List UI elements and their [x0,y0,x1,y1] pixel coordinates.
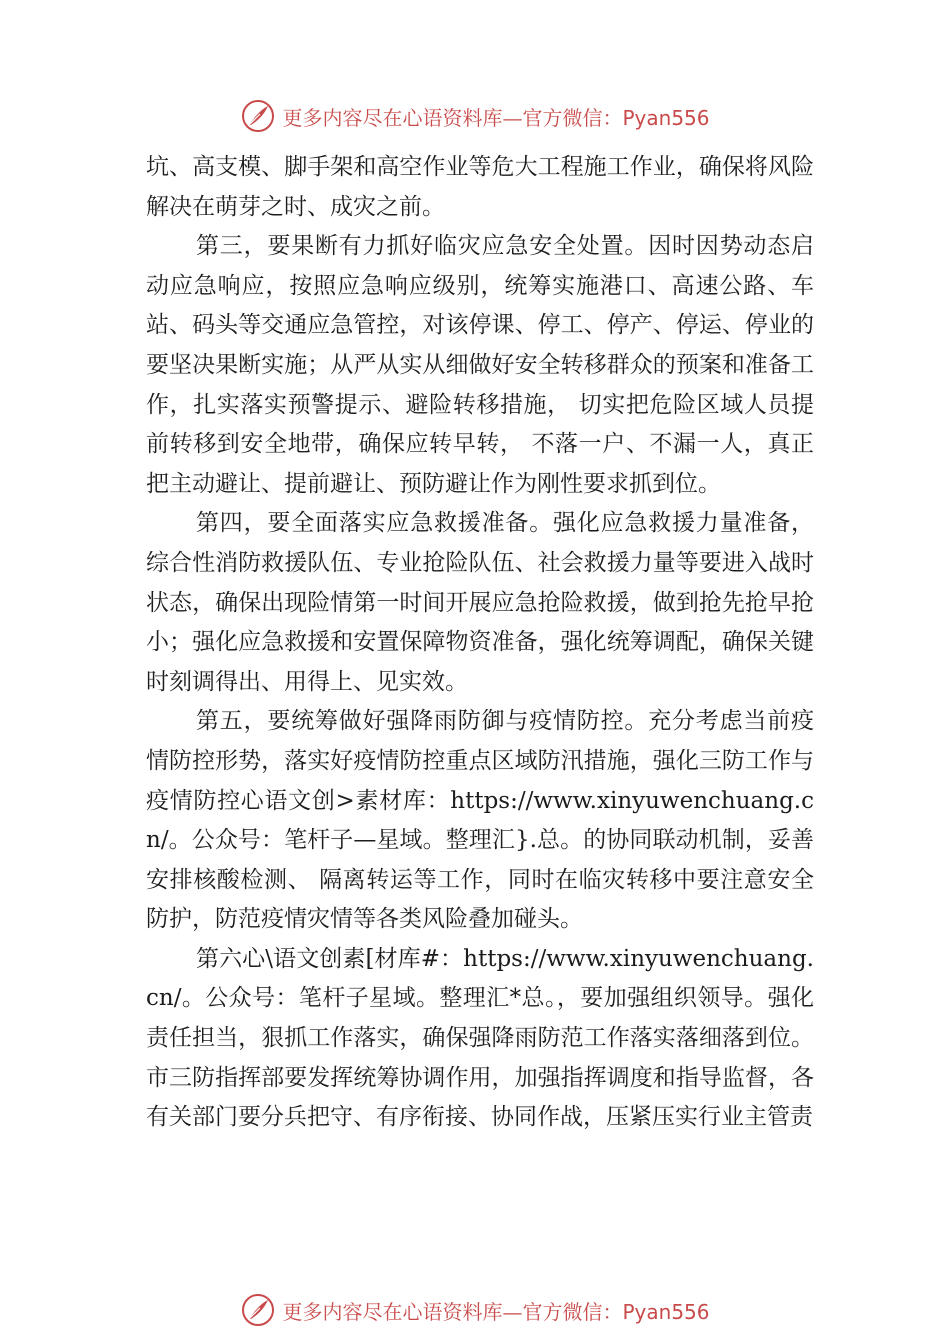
quill-logo-icon [240,98,276,134]
paragraph-sixth: 第六心\语文创素[材库#：https://www.xinyuwenchuang.cn/。公众号：笔杆子星域。整理汇*总。，要加强组织领导。强化责任担当，狠抓工作落实，确保强降雨防范工作落实落细落到位。市三防指挥部要发挥统筹协调作用，加强指挥调度和指导监督，各有关部门要分兵把守、有序衔接、协同作战，压紧压实行业主管责 [146,945,814,1131]
paragraph-fifth: 第五，要统筹做好强降雨防御与疫情防控。充分考虑当前疫情防控形势，落实好疫情防控重点区域防汛措施，强化三防工作与疫情防控心语文创>素材库：https://www.xinyuwenchuang.cn/。公众号：笔杆子—星域。整理汇}.总。的协同联动机制，妥善安排核酸检测、 隔离转运等工作，同时在临灾转移中要注意安全防护，防范疫情灾情等各类风险叠加碰头。 [146,708,814,933]
header-watermark-text: 更多内容尽在心语资料库—官方微信：Pyan556 [282,105,710,130]
quill-logo-icon [240,1292,276,1328]
paragraph-fourth: 第四，要全面落实应急救援准备。强化应急救援力量准备，综合性消防救援队伍、专业抢险队伍、社会救援力量等要进入战时状态，确保出现险情第一时间开展应急抢险救援，做到抢先抢早抢小；强化应急救援和安置保障物资准备，强化统筹调配，确保关键时刻调得出、用得上、见实效。 [146,510,814,695]
footer-watermark [0,1290,950,1330]
footer-watermark-text: 更多内容尽在心语资料库—官方微信：Pyan556 [282,1299,710,1324]
paragraph-third: 第三，要果断有力抓好临灾应急安全处置。因时因势动态启动应急响应，按照应急响应级别，统筹实施港口、高速公路、车站、码头等交通应急管控，对该停课、停工、停产、停运、停业的要坚决果断实施；从严从实从细做好安全转移群众的预案和准备工作，扎实落实预警提示、避险转移措施， 切实把危险区域人员提前转移到安全地带，确保应转早转， 不落一户、不漏一人，真正把主动避让、提前避让、预防避让作为刚性要求抓到位。 [146,233,814,497]
header-watermark [0,96,950,136]
paragraph-continuation: 坑、高支模、脚手架和高空作业等危大工程施工作业，确保将风险解决在萌芽之时、成灾之前。 [146,154,814,220]
document-body [146,148,814,1138]
